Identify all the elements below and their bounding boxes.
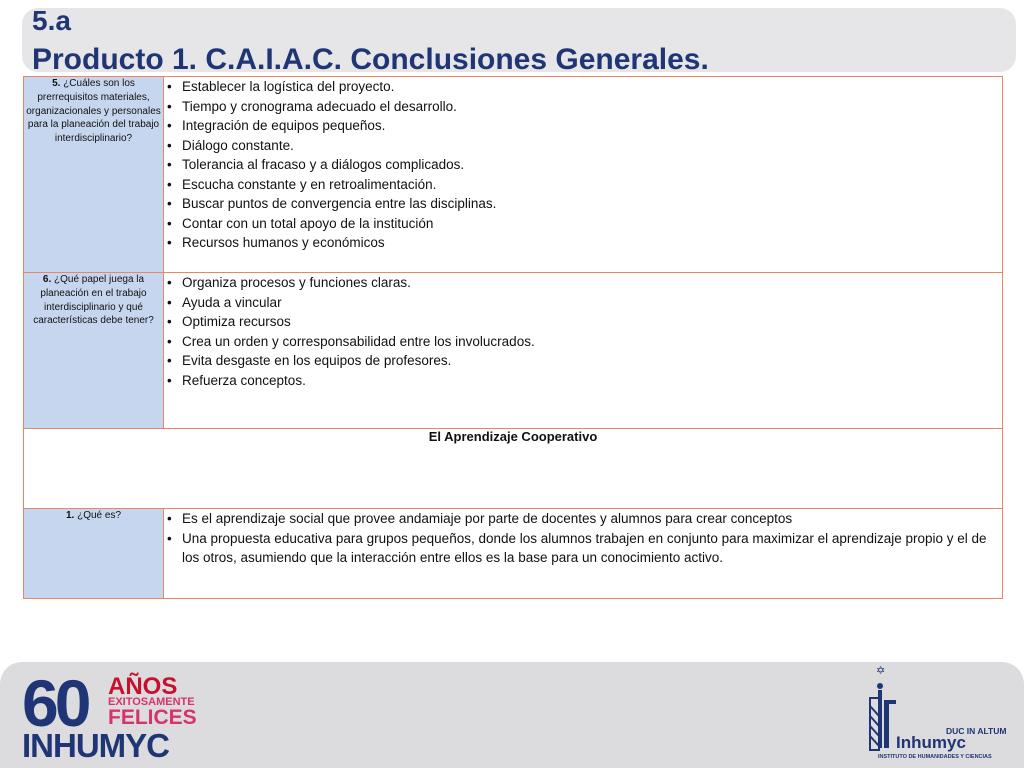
answer-cell [164, 273, 1003, 429]
logo-sixty-number: 60 [22, 668, 88, 740]
list-item: • Diálogo constante. [164, 136, 1002, 156]
list-item: • Evita desgaste en los equipos de profesores. [164, 351, 1002, 371]
conclusions-table [23, 76, 1003, 599]
logo-motto-text: DUC IN ALTUM [946, 726, 1007, 736]
list-item: • Refuerza conceptos. [164, 371, 1002, 391]
answer-cell [164, 77, 1003, 273]
logo-exitosamente-text: EXITOSAMENTE [108, 696, 195, 708]
list-item: • Establecer la logística del proyecto. [164, 77, 1002, 97]
list-item: • Tolerancia al fracaso y a diálogos complicados. [164, 155, 1002, 175]
list-item: • Escucha constante y en retroalimentación. [164, 175, 1002, 195]
section-title: El Aprendizaje Cooperativo [24, 429, 1003, 509]
list-item: • Ayuda a vincular [164, 293, 1002, 313]
question-number: 5. [52, 78, 61, 89]
answer-list [164, 77, 1002, 253]
list-item: • Optimiza recursos [164, 312, 1002, 332]
list-item: • Recursos humanos y económicos [164, 233, 1002, 253]
list-item: • Contar con un total apoyo de la institución [164, 214, 1002, 234]
logo-felices-text: FELICES [108, 706, 197, 729]
question-text: ¿Qué papel juega la planeación en el trabajo interdisciplinario y qué características debe tener? [33, 274, 154, 327]
question-number: 6. [42, 274, 52, 285]
list-item: • Crea un orden y corresponsabilidad entre los involucrados. [164, 332, 1002, 352]
table-row [24, 77, 1003, 273]
svg-text:✡: ✡ [876, 664, 886, 677]
slide-number: 5.a [32, 5, 71, 36]
table-row [24, 509, 1003, 599]
logo-name-text: Inhumyc [896, 733, 966, 752]
torch-figure-icon [870, 664, 896, 750]
answer-cell [164, 509, 1003, 599]
list-item: • Tiempo y cronograma adecuado el desarrollo. [164, 97, 1002, 117]
logo-inhumyc-text: INHUMYC [22, 727, 169, 762]
list-item: • Integración de equipos pequeños. [164, 116, 1002, 136]
answer-list [164, 509, 1002, 568]
logo-subtitle-text: INSTITUTO DE HUMANIDADES Y CIENCIAS [878, 754, 992, 760]
sixty-years-logo [22, 668, 197, 762]
question-cell [24, 273, 164, 429]
list-item: • Buscar puntos de convergencia entre las disciplinas. [164, 194, 1002, 214]
list-item: • Organiza procesos y funciones claras. [164, 273, 1002, 293]
slide-title: Producto 1. C.A.I.A.C. Conclusiones Generales. [32, 43, 709, 76]
question-number: 1. [65, 510, 75, 521]
question-text: ¿Cuáles son los prerrequisitos materiales, organizacionales y personales para la planeación del trabajo interdisciplinario? [26, 78, 161, 145]
section-row [24, 429, 1003, 509]
list-item: • Es el aprendizaje social que provee andamiaje por parte de docentes y alumnos para crear conceptos [164, 509, 1002, 529]
question-cell [24, 509, 164, 599]
question-cell [24, 77, 164, 273]
answer-list [164, 273, 1002, 390]
list-item: • Una propuesta educativa para grupos pequeños, donde los alumnos trabajen en conjunto para maximizar el aprendizaje propio y el de los otros, asumiendo que la interacción entre ellos es la base para un conocimiento activo. [164, 529, 1002, 568]
question-text: ¿Qué es? [77, 510, 122, 521]
inhumyc-institute-logo [864, 664, 1012, 762]
table-row [24, 273, 1003, 429]
logo-anos-text: AÑOS [108, 673, 178, 700]
